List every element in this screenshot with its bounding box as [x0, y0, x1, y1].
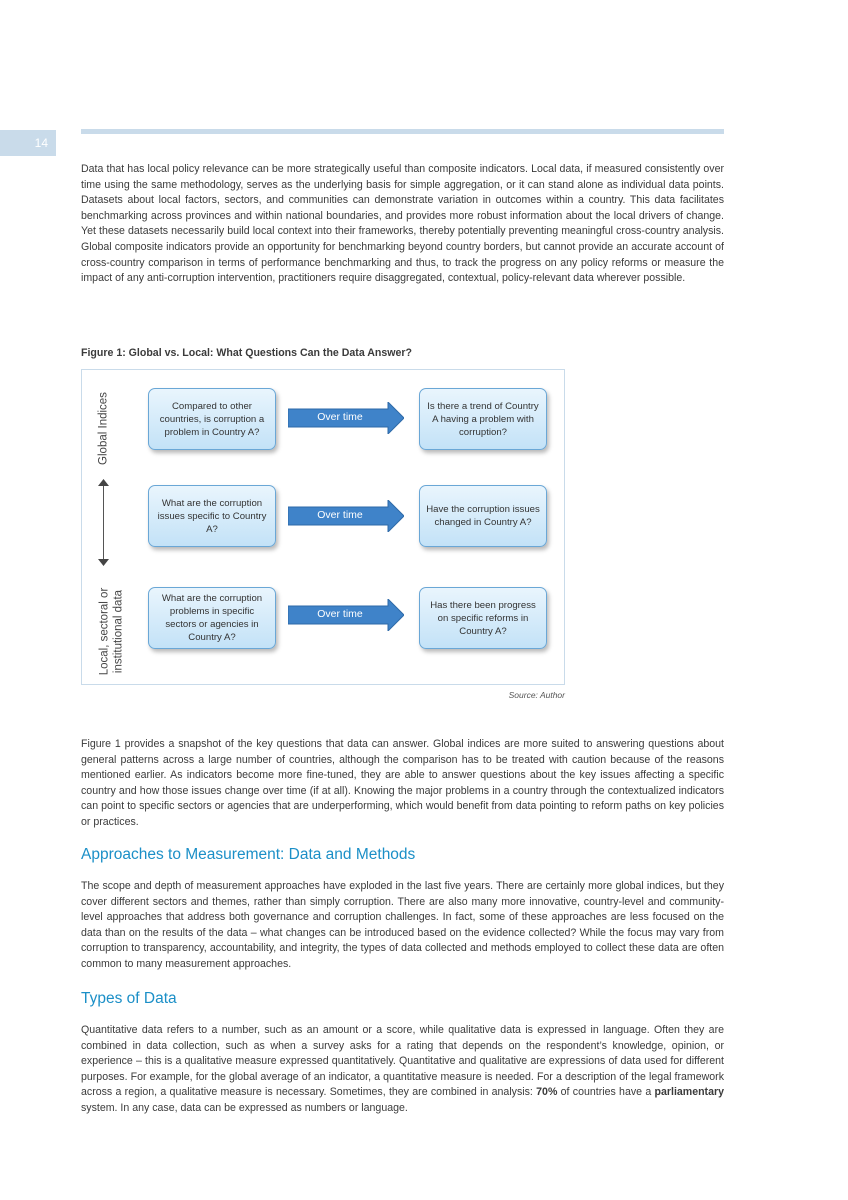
page-number: 14 — [0, 130, 56, 156]
vertical-axis-line — [103, 483, 104, 563]
arrow-label: Over time — [317, 608, 363, 620]
question-box-country-right: Have the corruption issues changed in Country A? — [419, 485, 547, 547]
types-of-data-paragraph — [81, 1023, 724, 1117]
over-time-arrow-2 — [288, 500, 404, 532]
intro-paragraph: Data that has local policy relevance can be more strategically useful than composite indicators. Local data, if measured consistently over time using the same methodology, serves as the underlying basis for simple aggregation, or it can stand alone as individual data points. Datasets about local factors, sectors, and communities can demonstrate variation in outcomes within a country. This data facilitates benchmarking across provinces and within national boundaries, and provides more robust information about the local drivers of change. Yet these datasets necessarily build local context into their frameworks, thereby potentially preventing meaningful cross-country analysis. Global composite indicators provide an opportunity for benchmarking beyond country borders, but cannot provide an accurate account of cross-country comparison in terms of performance benchmarking and thus, to track the progress on any policy reforms or measure the impact of any anti-corruption intervention, practitioners require disaggregated, contextual, policy-relevant data wherever possible. — [81, 163, 724, 285]
figure-source: Source: Author — [508, 690, 565, 700]
question-box-global-right: Is there a trend of Country A having a problem with corruption? — [419, 388, 547, 450]
arrow-label: Over time — [317, 509, 363, 521]
question-box-local-right: Has there been progress on specific reforms in Country A? — [419, 587, 547, 649]
bold-percentage: 70% — [536, 1086, 558, 1099]
approaches-paragraph: The scope and depth of measurement approaches have exploded in the last five years. There are certainly more global indices, but they cover different sectors and themes, rather than simply corruption. There are also many more innovative, country-level and community-level approaches that address both governance and corruption challenges. In fact, some of these approaches are less focused on the data than on the results of the data – what changes can be introduced based on the evidence collected? While the focus may vary from corruption to transparency, accountability, and integrity, the types of data collected and methods employed to collect these data are often common to many measurement approaches. — [81, 880, 724, 970]
figure-caption: Figure 1: Global vs. Local: What Questions Can the Data Answer? — [81, 347, 413, 359]
bold-term: parliamentary — [654, 1086, 724, 1099]
axis-label-local-line2: institutional data — [112, 589, 125, 674]
question-box-global-left: Compared to other countries, is corruption a problem in Country A? — [148, 388, 276, 450]
arrow-label: Over time — [317, 411, 363, 423]
arrow-down-icon — [98, 559, 109, 567]
figure-paragraph: Figure 1 provides a snapshot of the key questions that data can answer. Global indices are more suited to answering questions about general patterns across a large number of countries, although the comparison has to be treated with caution because of the reasons mentioned earlier. As indicators become more fine-tuned, they are able to answer questions about the key issues affecting a specific country and how those issues change over time (if at all). Knowing the major problems in a country through the contextualized indicators can point to specific sectors or agencies that are underperforming, which would benefit from data pointing to reform paths on key policies or practices. — [81, 738, 724, 828]
over-time-arrow-3 — [288, 599, 404, 631]
over-time-arrow-1 — [288, 402, 404, 434]
question-box-country-left: What are the corruption issues specific to Country A? — [148, 485, 276, 547]
section-heading-types-of-data: Types of Data — [81, 990, 177, 1007]
paragraph-text: of countries have a — [557, 1086, 655, 1099]
question-box-local-left: What are the corruption problems in specific sectors or agencies in Country A? — [148, 587, 276, 649]
axis-label-local-line1: Local, sectoral or — [98, 587, 111, 676]
section-heading-approaches: Approaches to Measurement: Data and Methods — [81, 846, 416, 863]
paragraph-text: Quantitative data refers to a number, such as an amount or a score, while qualitative data is expressed in language. Often they are combined in data collection, such as when a survey asks for a rating that depends on the respondent’s knowledge, opinion, or experience – this is a qualitative measure expressed quantitatively. Quantitative and qualitative are expressions of data used for different purposes. For example, for the global average of an indicator, a quantitative measure is needed. For a description of the legal framework across a region, a qualitative measure is necessary. Sometimes, they are combined in analysis: — [81, 1024, 724, 1099]
arrow-up-icon — [98, 479, 109, 487]
paragraph-text: system. In any case, data can be expressed as numbers or language. — [81, 1101, 408, 1114]
axis-label-global-indices: Global Indices — [97, 392, 110, 465]
header-rule — [81, 129, 724, 134]
